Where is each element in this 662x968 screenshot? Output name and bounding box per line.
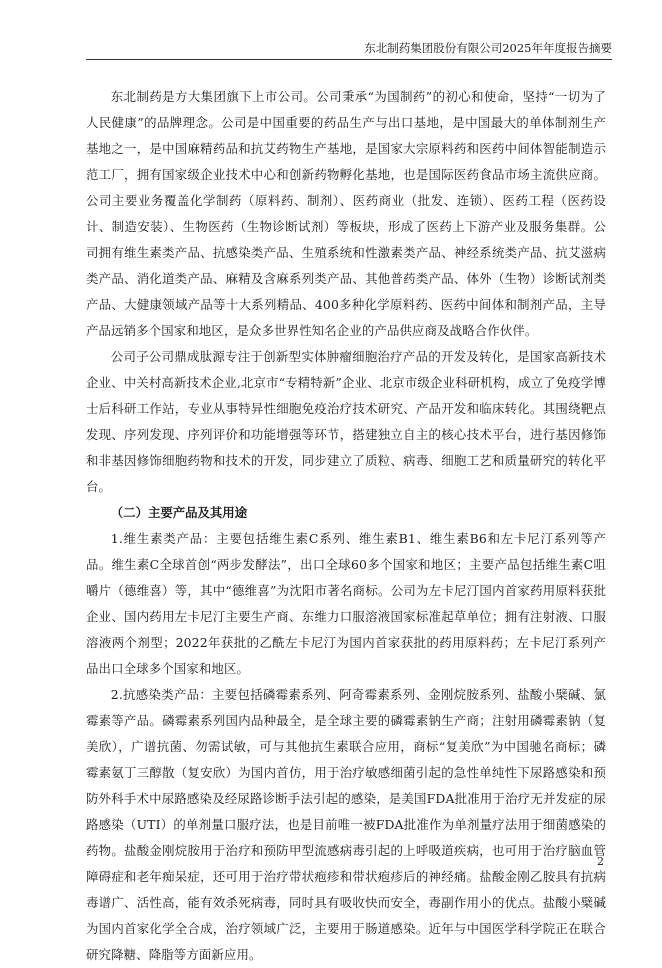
product-item-vitamins: 1.维生素类产品：主要包括维生素C系列、维生素B1、维生素B6和左卡尼汀系列等产品。维生素C全球首创“两步发酵法”，出口全球60多个国家和地区；主要产品包括维生素C咀嚼片（德维喜）等，其中“德维喜”为沈阳市著名商标。公司为左卡尼汀国内首家药用原料获批企业、国内药用左卡尼汀主要生产商、东维力口服溶液国家标准起草单位；拥有注射液、口服溶液两个剂型；2022年获批的乙酰左卡尼汀为国内首家获批的药用原料药；左卡尼汀系列产品出口全球多个国家和地区。 [86, 531, 606, 676]
company-intro-paragraph: 东北制药是方大集团旗下上市公司。公司秉承“为国制药”的初心和使命，坚持“一切为了人民健康”的品牌理念。公司是中国重要的药品生产与出口基地，是中国最大的单体制剂生产基地之一，是中国麻精药品和抗艾药物生产基地，是国家大宗原料药和医药中间体智能制造示范工厂，拥有国家级企业技术中心和创新药物孵化基地，也是国际医药食品市场主流供应商。公司主要业务覆盖化学制药（原料药、制剂）、医药商业（批发、连锁）、医药工程（医药设计、制造安装）、生物医药（生物诊断试剂）等板块，形成了医药上下游产业及服务集群。公司拥有维生素类产品、抗感染类产品、生殖系统和性激素类产品、神经系统类产品、抗艾滋病类产品、消化道类产品、麻精及含麻系列类产品、其他普药类产品、体外（生物）诊断试剂类产品、大健康领域产品等十大系列精品、400多种化学原料药、医药中间体和制剂产品，主导产品远销多个国家和地区，是众多世界性知名企业的产品供应商及战略合作伙伴。 [86, 89, 606, 338]
page-header [86, 40, 612, 60]
section-heading: （二）主要产品及其用途 [110, 505, 248, 520]
page-number: 2 [597, 855, 604, 868]
report-title: 东北制药集团股份有限公司2025年年度报告摘要 [364, 41, 612, 55]
subsidiary-paragraph: 公司子公司鼎成肽源专注于创新型实体肿瘤细胞治疗产品的开发及转化，是国家高新技术企业、中关村高新技术企业,北京市“专精特新”企业、北京市级企业科研机构，成立了免疫学博士后科研工作站，专业从事特异性细胞免疫治疗技术研究、产品开发和临床转化。其围绕靶点发现、序列发现、序列评价和功能增强等环节，搭建独立自主的核心技术平台，进行基因修饰和非基因修饰细胞药物和技术的开发，同步建立了质粒、病毒、细胞工艺和质量研究的转化平台。 [86, 349, 606, 494]
product-item-anti-infectives: 2.抗感染类产品：主要包括磷霉素系列、阿奇霉素系列、金刚烷胺系列、盐酸小檗碱、氯霉素等产品。磷霉素系列国内品种最全，是全球主要的磷霉素钠生产商；注射用磷霉素钠（复美欣），广谱抗菌、勿需试敏，可与其他抗生素联合应用，商标“复美欣”为中国驰名商标；磷霉素氨丁三醇散（复安欣）为国内首仿，用于治疗敏感细菌引起的急性单纯性下尿路感染和预防外科手术中尿路感染及经尿路诊断手法引起的感染，是美国FDA批准用于治疗无并发症的尿路感染（UTI）的单剂量口服疗法，也是目前唯一被FDA批准作为单剂量疗法用于细菌感染的药物。盐酸金刚烷胺用于治疗和预防甲型流感病毒引起的上呼吸道疾病，也可用于治疗脑血管障碍症和老年痴呆症，还可用于治疗带状疱疹和带状疱疹后的神经痛。盐酸金刚乙胺具有抗病毒谱广、活性高，能有效杀死病毒，同时具有吸收快而安全，毒副作用小的优点。盐酸小檗碱为国内首家化学全合成，治疗领域广泛，主要用于肠道感染。近年与中国医学科学院正在联合研究降糖、降脂等方面新应用。 [86, 687, 606, 962]
document-body [86, 84, 606, 968]
